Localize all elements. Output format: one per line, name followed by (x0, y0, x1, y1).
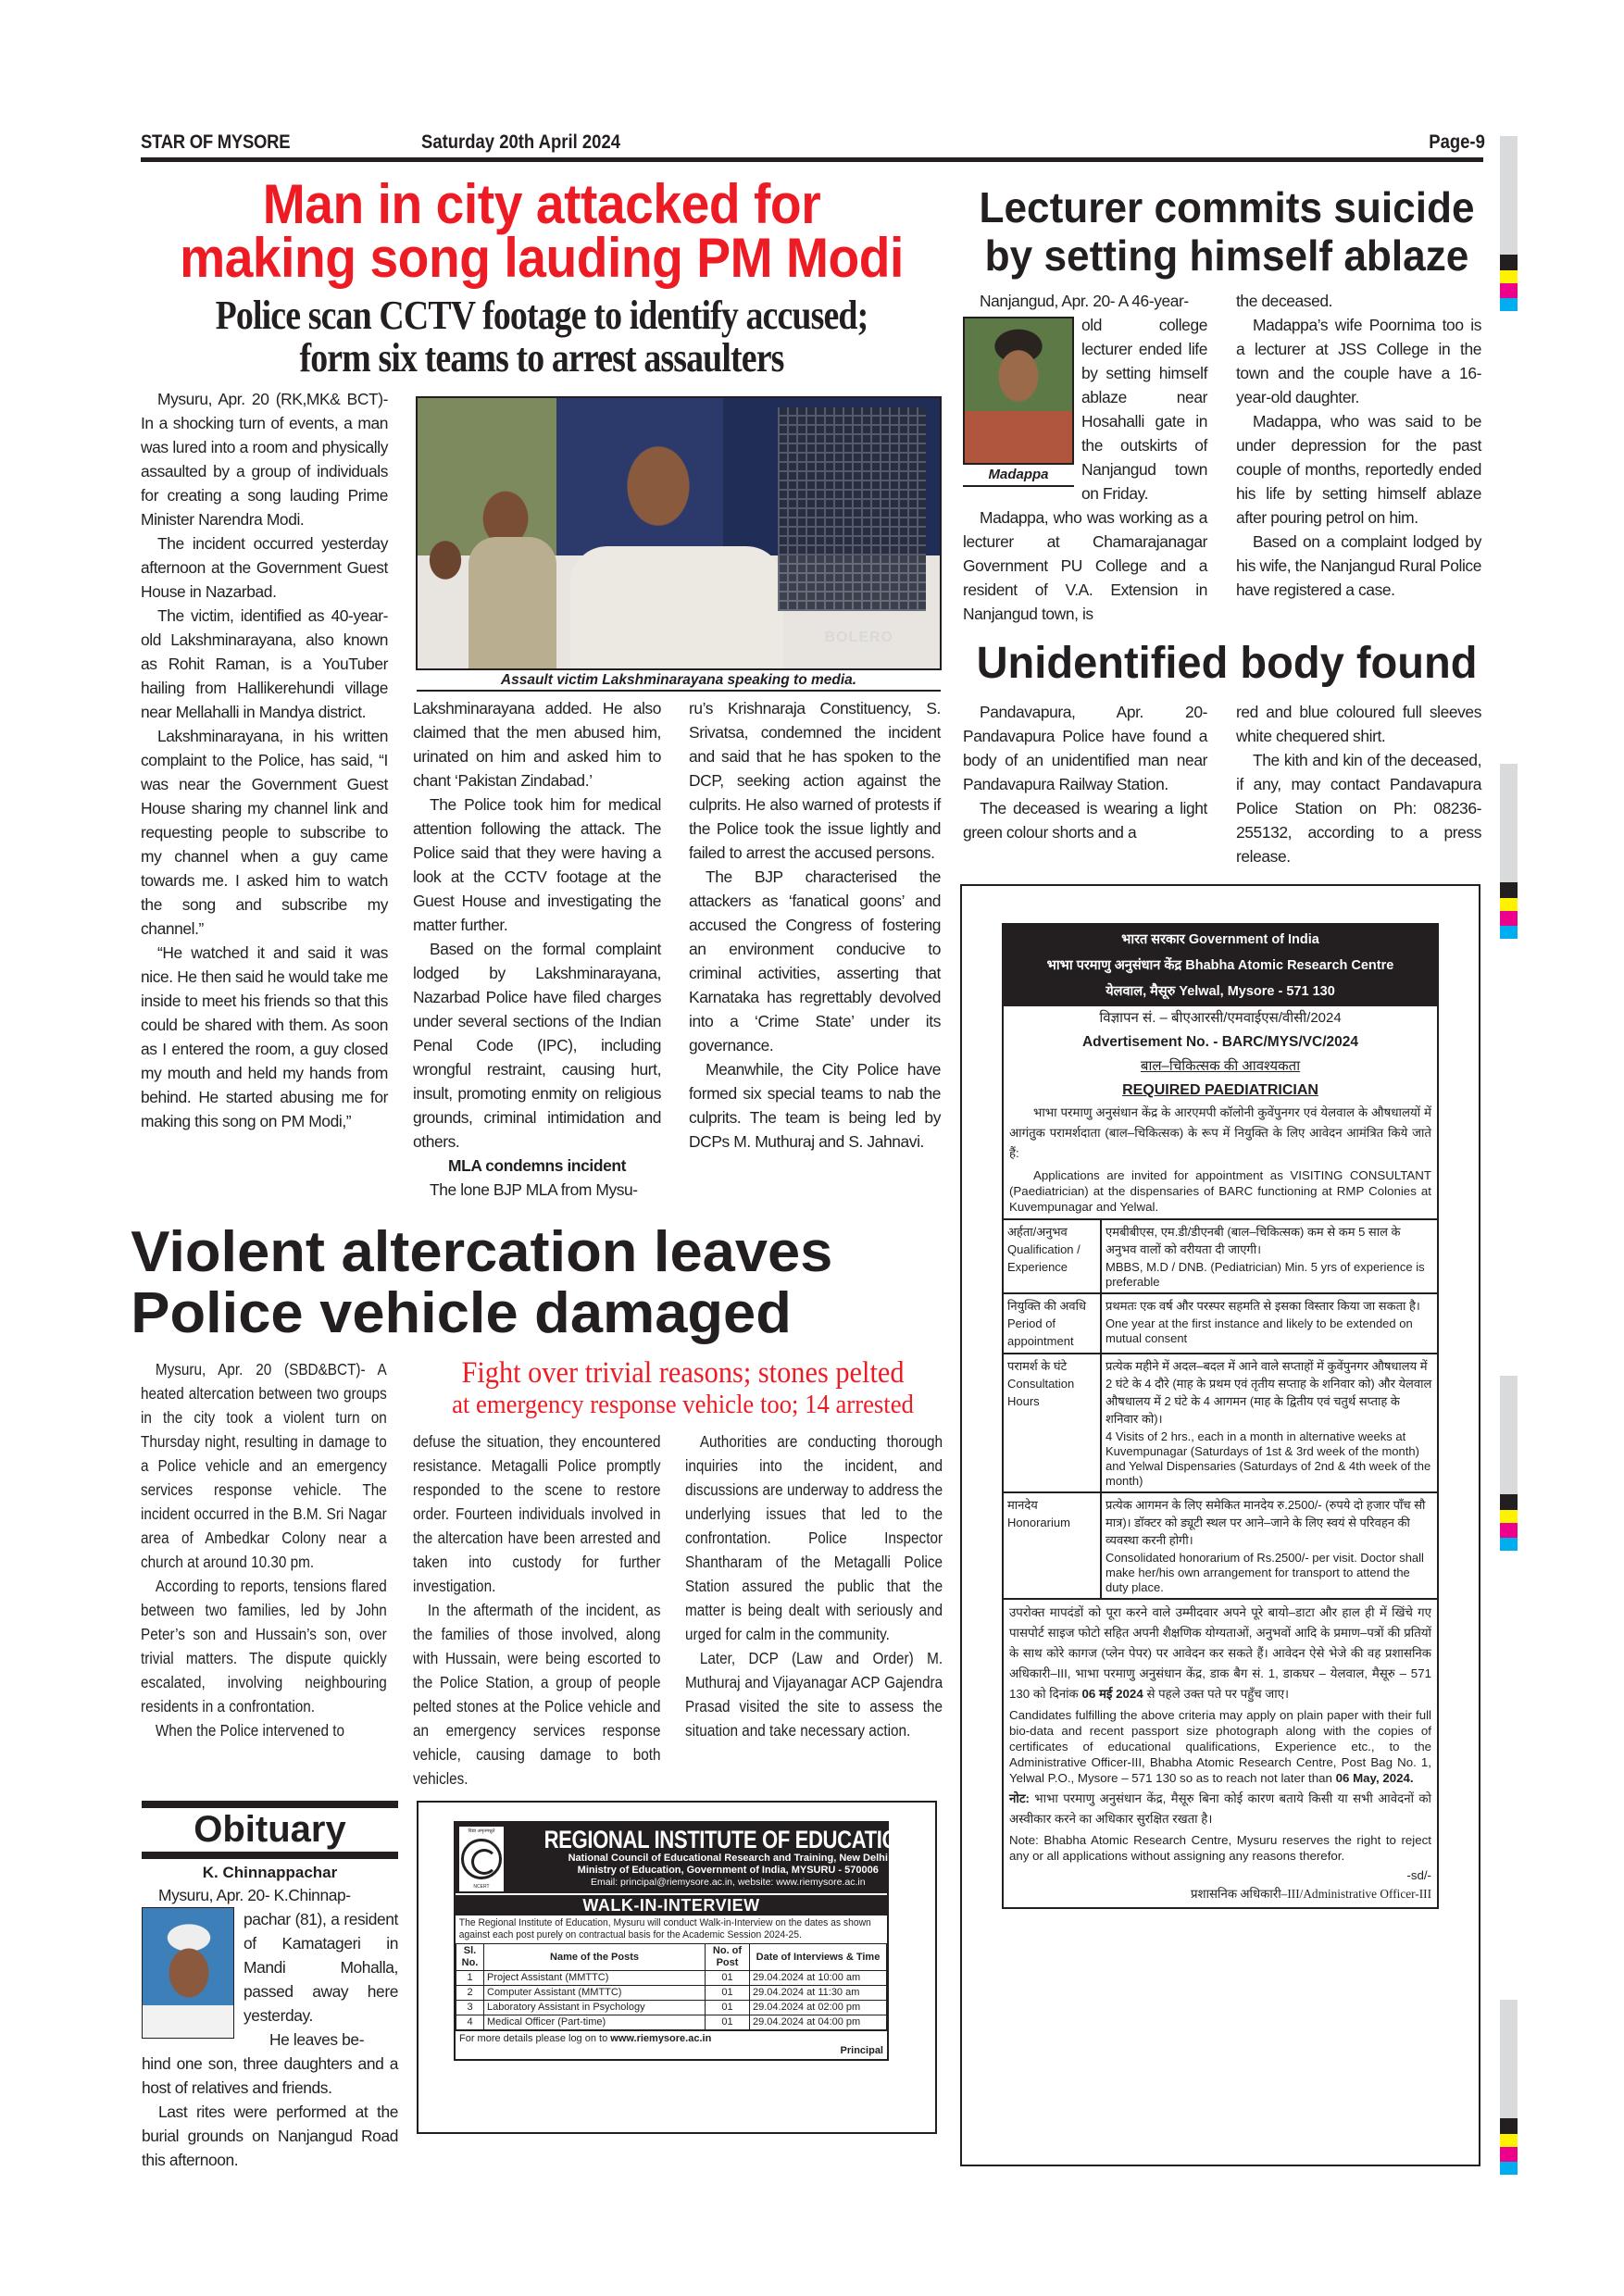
color-registration-strip (1500, 1376, 1518, 1551)
paragraph: Pandavapura, Apr. 20- Pandavapura Police have found a body of an unidentified man near Pandavapura Railway Station. (963, 703, 1207, 793)
obituary-wrap (244, 1907, 398, 2052)
paragraph: old college lecturer ended life by setting himself ablaze near Hosahalli gate in the outskirts of Nanjangud town on Friday. (1081, 316, 1207, 503)
sd-mark: -sd/- (1406, 1868, 1431, 1882)
column-header: No. of Post (706, 1944, 750, 1971)
body-found-headline: Unidentified body found (976, 639, 1478, 688)
paragraph: pachar (81), a resident of Kamatageri in Mandi Mohalla, passed away here yesterday. (244, 1910, 398, 2025)
paragraph: He leaves be- (269, 2030, 365, 2049)
paragraph: The Police took him for medical attention following the attack. The Police said that they were having a look at the CCTV footage at the Guest House and investigating the matter further. (413, 795, 661, 934)
paragraph: Madappa, who was said to be under depression for the past couple of months, reportedly ended his life by setting himself ablaze after pouring petrol on him. (1236, 412, 1481, 527)
barc-details-table (1004, 1218, 1437, 1600)
deadline-english: 06 May, 2024. (1335, 1771, 1414, 1785)
value-hindi: प्रत्येक महीने में अदल–बदल में आने वाले सप्ताहों में कुवेंपुनगर औषधालय में 2 घंटे के 4 दौरे (माह के प्रथम एवं तृतीय सप्ताह के शनिवार को) और येलवाल औषधालय में 2 घंटे के 4 आगमन (माह के द्वितीय एवं चतुर्थ सप्ताह के शनिवार को)। (1106, 1359, 1432, 1426)
rie-contact: Email: principal@riemysore.ac.in, website: www.riemysore.ac.in (590, 1877, 866, 1888)
walk-in-banner: WALK-IN-INTERVIEW (456, 1893, 887, 1915)
table-row (456, 1986, 887, 2001)
paragraph: defuse the situation, they encountered resistance. Metagalli Police promptly responded to the scene to restore order. Fourteen individuals involved in the altercation have been arrested and taken into custody for further investigation. (413, 1432, 661, 1595)
lecturer-column-1-rest (963, 505, 1207, 626)
note-hindi (1009, 1789, 1431, 1829)
barc-advertisement (1002, 923, 1439, 1909)
column-header: Date of Interviews & Time (750, 1944, 887, 1971)
caption-rule (963, 485, 1074, 487)
assault-victim-photo (416, 396, 942, 670)
label-english: Honorarium (1007, 1516, 1070, 1529)
attack-column-2 (413, 696, 661, 1202)
rie-title: REGIONAL INSTITUTE OF EDUCATION (543, 1826, 912, 1853)
logo-motto: विद्या अमृतमश्नुते (468, 1828, 495, 1834)
paragraph: Mysuru, Apr. 20- K.Chinnap- (158, 1886, 351, 1904)
subheadline-line: Fight over trivial reasons; stones pelted (461, 1356, 905, 1390)
paragraph: Lakshminarayana added. He also claimed that the men abused him, urinated on him and asked him to chant ‘Pakistan Zindabad.’ (413, 699, 661, 790)
obituary-rule-bottom (142, 1852, 398, 1859)
table-row (1004, 1492, 1437, 1599)
cell-count: 01 (706, 1986, 750, 2001)
requirement-hindi: बाल–चिकित्सक की आवश्यकता (1140, 1058, 1301, 1074)
paragraph: Based on the formal complaint lodged by Lakshminarayana, Nazarbad Police have filed charges under several sections of the Indian Penal Code (IPC), including wrongful restraint, causing hurt, insult, promoting enmity on religious grounds, criminal intimidation and others. (413, 940, 661, 1151)
violent-column-3 (685, 1429, 943, 1742)
paragraph: Mysuru, Apr. 20 (SBD&BCT)- A heated altercation between two groups in the city took a violent turn on Thursday night, resulting in damage to a Police vehicle and an emergency services response vehicle. The incident occurred in the B.M. Sri Nagar area of Ambedkar Colony near a church at around 10.30 pm. (141, 1360, 387, 1571)
obituary-name: K. Chinnappachar (202, 1864, 338, 1881)
label-english: Period of appointment (1007, 1316, 1074, 1348)
apply-hindi (1009, 1603, 1431, 1704)
ncert-logo (459, 1827, 504, 1891)
cell-post: Computer Assistant (MMTTC) (484, 1986, 706, 2001)
paragraph: red and blue coloured full sleeves white chequered shirt. (1236, 703, 1481, 745)
lecturer-headline: Lecturer commits suicide by setting himself ablaze (979, 183, 1475, 280)
attack-headline: Man in city attacked for making song lauding PM Modi (180, 173, 904, 289)
photo-caption: Assault victim Lakshminarayana speaking to media. (500, 672, 857, 688)
obituary-lead (142, 1883, 398, 1907)
cell-sl: 3 (456, 2001, 484, 2015)
note-english: Note: Bhabha Atomic Research Centre, Mysuru reserves the right to reject any or all applications without assigning any reasons therefor. (1009, 1833, 1431, 1863)
paragraph: The BJP characterised the attackers as ‘fanatical goons’ and accused the Congress of fostering an environment conducive to criminal activities, asserting that Karnataka has regrettably devolved into a ‘Crime State’ under its governance. (689, 867, 941, 1054)
requirement-title: REQUIRED PAEDIATRICIAN (1122, 1082, 1318, 1098)
photo-figure-victim (570, 546, 783, 670)
value-english: Consolidated honorarium of Rs.2500/- per visit. Doctor shall make her/his own arrangement for transport to attend the duty place. (1106, 1551, 1424, 1594)
adv-number-hindi: विज्ञापन सं. – बीएआरसी/एमवाईएस/वीसी/2024 (1099, 1010, 1342, 1026)
table-row (456, 1971, 887, 1986)
paragraph: Later, DCP (Law and Order) M. Muthuraj and Vijayanagar ACP Gajendra Prasad visited the site to assess the situation and take necessary action. (685, 1649, 943, 1740)
paragraph: Lakshminarayana, in his written complaint to the Police, has said, “I was near the Government Guest House sharing my channel link and requesting people to subscribe to my channel when a guy came towards me. I asked him to watch the song and subscribe my channel.” (141, 727, 388, 938)
apply-instructions (1004, 1600, 1437, 1866)
paragraph: In the aftermath of the incident, as the families of those involved, along with Hussain, were being escorted to the Police Station, a group of people pelted stones at the Police vehicle and an emergency services response vehicle, causing damage to both vehicles. (413, 1601, 661, 1788)
label-hindi: परामर्श के घंटे (1007, 1359, 1068, 1373)
deadline-hindi: 06 मई 2024 (1081, 1687, 1143, 1701)
caption-rule (417, 690, 941, 692)
color-registration-strip (1500, 136, 1518, 311)
photo-vehicle-label: BOLERO (824, 630, 893, 645)
barc-header (1004, 925, 1437, 1006)
cell-sl: 2 (456, 1986, 484, 2001)
obituary-rule-top (142, 1801, 398, 1808)
paragraph: Mysuru, Apr. 20 (RK,MK& BCT)- In a shocking turn of events, a man was lured into a room and physically assaulted by a group of individuals for creating a song lauding Prime Minister Narendra Modi. (141, 390, 388, 529)
barc-signature (1004, 1866, 1437, 1907)
paragraph: The incident occurred yesterday afternoon at the Government Guest House in Nazarbad. (141, 534, 388, 601)
table-row (456, 2015, 887, 2030)
attack-subheadline: Police scan CCTV footage to identify accused; form six teams to arrest assaulters (215, 293, 868, 381)
intro-hindi: भाभा परमाणु अनुसंधान केंद्र के आरएमपी कॉलोनी कुवेंपुनगर एवं येलवाल के औषधालयों में आगंतुक परामर्शदाता (बाल–चिकित्सक) के रूप में नियुक्ति के लिए आवेदन आमंत्रित किये जाते हैं: (1009, 1105, 1431, 1160)
paragraph: “He watched it and said it was nice. He then said he would take me inside to meet his friends so that this could be shared with them. As soon as I entered the room, a guy closed my mouth and held my hands from behind. He started abusing me for making this song on PM Modi,” (141, 943, 388, 1130)
issue-date: Saturday 20th April 2024 (421, 131, 621, 153)
paragraph: Meanwhile, the City Police have formed six special teams to nab the culprits. The team is being led by DCPs M. Muthuraj and S. Jahnavi. (689, 1060, 941, 1151)
header-line: भारत सरकार Government of India (1121, 932, 1319, 947)
cell-count: 01 (706, 2001, 750, 2015)
website-link[interactable]: www.riemysore.ac.in (610, 2033, 712, 2044)
color-registration-strip (1500, 2000, 1518, 2175)
body-found-column-1 (963, 700, 1207, 844)
adv-number: Advertisement No. - BARC/MYS/VC/2024 (1081, 1034, 1359, 1050)
value-english: 4 Visits of 2 hrs., each in a month in alternative weeks at Kuvempunagar (Saturdays of 1st & 3rd week of the month) and Yelwal Dispensaries (Saturdays of 2nd & 4th week of the month) (1106, 1429, 1431, 1488)
apply-hindi-end: से पहले उक्त पते पर पहुँच जाए। (1146, 1687, 1290, 1701)
value-hindi: प्रथमतः एक वर्ष और परस्पर सहमति से इसका विस्तार किया जा सकता है। (1106, 1299, 1420, 1313)
paragraph: ru’s Krishnaraja Constituency, S. Srivatsa, condemned the incident and said that he has spoken to the DCP, seeking action against the culprits. He also warned of protests if the Police took the issue lightly and failed to arrest the accused persons. (689, 699, 941, 862)
obituary-rest (142, 2052, 398, 2172)
cell-sl: 1 (456, 1971, 484, 1986)
cell-post: Medical Officer (Part-time) (484, 2015, 706, 2030)
rie-header (456, 1823, 912, 1893)
table-row (456, 2001, 887, 2015)
table-row (1004, 1293, 1437, 1354)
color-registration-strip (1500, 764, 1518, 939)
label-hindi: मानदेय (1007, 1498, 1038, 1512)
cell-sl: 4 (456, 2015, 484, 2030)
rie-advertisement (454, 1821, 912, 2061)
lecturer-column-1-lead (963, 289, 1207, 313)
rie-footer (456, 2030, 887, 2059)
paragraph: The lone BJP MLA from Mysu- (430, 1180, 638, 1199)
obituary-photo (142, 1907, 234, 2039)
paragraph: Madappa’s wife Poornima too is a lecturer at JSS College in the town and the couple have a 16-year-old daughter. (1236, 316, 1481, 406)
ncert-swirl-icon (461, 1839, 502, 1879)
label-hindi: अर्हता/अनुभव (1007, 1225, 1068, 1239)
body-found-column-2 (1236, 700, 1481, 868)
headline-line: Violent altercation leaves (131, 1220, 833, 1284)
label-english: Qualification / Experience (1007, 1242, 1081, 1274)
headline-line: Police vehicle damaged (131, 1281, 792, 1345)
lecturer-column-1-wrap (1081, 313, 1207, 505)
section-subhead: MLA condemns incident (448, 1156, 626, 1175)
paragraph: The victim, identified as 40-year-old Lakshminarayana, also known as Rohit Raman, is a YouTuber hailing from Hallikerehundi village near Mellahalli in Mandya district. (141, 606, 388, 721)
apply-english (1009, 1707, 1431, 1786)
violent-headline (131, 1222, 952, 1344)
apply-hindi-text: उपरोक्त मापदंडों को पूरा करने वाले उम्मीदवार अपने पूरे बायो–डाटा और हाल ही में खिंचे गए पासपोर्ट साइज फोटो सहित अपनी शैक्षणिक योग्यताओं, अनुभवों आदि के प्रमाण–पत्रों की प्रतियों के साथ कोरे कागज (प्लेन पेपर) पर आवेदन कर सकते हैं। आवेदन ऐसे भेजे की वह प्रशासनिक अधिकारी–III, भाभा परमाणु अनुसंधान केंद्र, डाक बैग सं. 1, डाकघर – येलवाल, मैसूरु – 571 130 को दिनांक (1009, 1605, 1431, 1701)
violent-column-1 (141, 1357, 387, 1742)
header-rule (141, 157, 1483, 162)
photo-vehicle-grill (778, 407, 926, 611)
cell-when: 29.04.2024 at 02:00 pm (750, 2001, 887, 2015)
obituary-title: Obituary (194, 1809, 346, 1850)
cell-count: 01 (706, 1971, 750, 1986)
table-row (1004, 1219, 1437, 1293)
value-english: MBBS, M.D / DNB. (Pediatrician) Min. 5 yrs of experience is preferable (1106, 1260, 1425, 1289)
rie-line: Ministry of Education, Government of India, MYSURU - 570006 (577, 1865, 879, 1876)
column-header: Name of the Posts (484, 1944, 706, 1971)
violent-subheadline (421, 1357, 944, 1420)
cell-when: 29.04.2024 at 11:30 am (750, 1986, 887, 2001)
violent-column-2 (413, 1429, 661, 1791)
attack-column-1 (141, 387, 388, 1133)
paragraph: According to reports, tensions flared between two families, led by John Peter’s son and Hussain’s son, over trivial matters. The dispute quickly escalated, involving neighbouring residents in a confrontation. (141, 1577, 387, 1716)
madappa-photo (963, 317, 1074, 465)
attack-column-3 (689, 696, 941, 1154)
cell-post: Project Assistant (MMTTC) (484, 1971, 706, 1986)
label-english: Consultation Hours (1007, 1377, 1075, 1408)
paragraph: hind one son, three daughters and a host of relatives and friends. (142, 2054, 398, 2097)
value-english: One year at the first instance and likely to be extended on mutual consent (1106, 1316, 1413, 1345)
paragraph: Nanjangud, Apr. 20- A 46-year- (980, 292, 1189, 310)
paragraph: Last rites were performed at the burial grounds on Nanjangud Road this afternoon. (142, 2103, 398, 2169)
photo-caption: Madappa (988, 467, 1049, 482)
lecturer-column-2 (1236, 289, 1481, 602)
cell-count: 01 (706, 2015, 750, 2030)
footer-text: For more details please log on to (459, 2033, 611, 2044)
header-line: येलवाल, मैसूरु Yelwal, Mysore - 571 130 (1106, 984, 1335, 999)
logo-text: NCERT (473, 1884, 490, 1890)
rie-line: National Council of Educational Research and Training, New Delhi (568, 1853, 888, 1864)
page-number: Page-9 (1429, 131, 1485, 153)
paragraph: When the Police intervened to (155, 1721, 345, 1740)
label-hindi: नियुक्ति की अवधि (1007, 1299, 1086, 1313)
photo-figure-police (468, 537, 556, 670)
value-hindi: प्रत्येक आगमन के लिए समेकित मानदेय रु.2500/- (रुपये दो हजार पाँच सौ मात्र)। डॉक्टर को ड्यूटी स्थल पर आने–जाने के लिए स्वयं से परिवहन की व्यवस्था करनी होगी। (1106, 1498, 1426, 1547)
apply-english-text: Candidates fulfilling the above criteria may apply on plain paper with their full bio-data and recent passport size photograph along with the copies of certificates of educational qualifications, Experience etc., to the Administrative Officer-III, Bhabha Atomic Research Centre, Post Bag No. 1, Yelwal P.O., Mysore – 571 130 so as to reach not later than (1009, 1708, 1431, 1785)
note-label: नोट: (1009, 1791, 1030, 1805)
cell-post: Laboratory Assistant in Psychology (484, 2001, 706, 2015)
paragraph: The kith and kin of the deceased, if any, may contact Pandavapura Police Station on Ph: 08236-255132, according to a press release. (1236, 751, 1481, 866)
paragraph: The deceased is wearing a light green colour shorts and a (963, 799, 1207, 842)
rie-intro: The Regional Institute of Education, Mysuru will conduct Walk-in-Interview on the dates as shown against each post purely on contractual basis for the Academic Session 2024-25. (458, 1917, 871, 1940)
posts-table (456, 1943, 887, 2030)
paragraph: the deceased. (1236, 292, 1333, 310)
cell-when: 29.04.2024 at 10:00 am (750, 1971, 887, 1986)
header-line: भाभा परमाणु अनुसंधान केंद्र Bhabha Atomic Research Centre (1046, 958, 1394, 973)
table-row (1004, 1354, 1437, 1492)
column-header: Sl. No. (456, 1944, 484, 1971)
intro-english: Applications are invited for appointment as VISITING CONSULTANT (Paediatrician) at the dispensaries of BARC functioning at RMP Colonies at Kuvempunagar and Yelwal. (1009, 1168, 1431, 1214)
value-hindi: एमबीबीएस, एम.डी/डीएनबी (बाल–चिकित्सक) कम से कम 5 साल के अनुभव वालों को वरीयता दी जाएगी। (1106, 1225, 1401, 1256)
masthead: STAR OF MYSORE (141, 131, 291, 153)
signatory: प्रशासनिक अधिकारी–III/Administrative Officer-III (1190, 1887, 1431, 1901)
cell-when: 29.04.2024 at 04:00 pm (750, 2015, 887, 2030)
paragraph: Authorities are conducting thorough inquiries into the incident, and discussions are underway to address the underlying issues that led to the confrontation. Police Inspector Shantharam of the Metagalli Police Station assured the public that the matter is being dealt with seriously and urged for calm in the community. (685, 1432, 943, 1643)
subheadline-line: at emergency response vehicle too; 14 arrested (452, 1390, 914, 1419)
paragraph: Madappa, who was working as a lecturer at Chamarajanagar Government PU College and a resident of V.A. Extension in Nanjangud town, is (963, 508, 1207, 623)
note-hindi-text: भाभा परमाणु अनुसंधान केंद्र, मैसूरु बिना कोई कारण बताये किसी या सभी आवेदनों को अस्वीकार करने का अधिकार सुरक्षित रखता है। (1009, 1791, 1432, 1826)
signatory: Principal (840, 2045, 883, 2056)
paragraph: Based on a complaint lodged by his wife, the Nanjangud Rural Police have registered a case. (1236, 532, 1481, 599)
